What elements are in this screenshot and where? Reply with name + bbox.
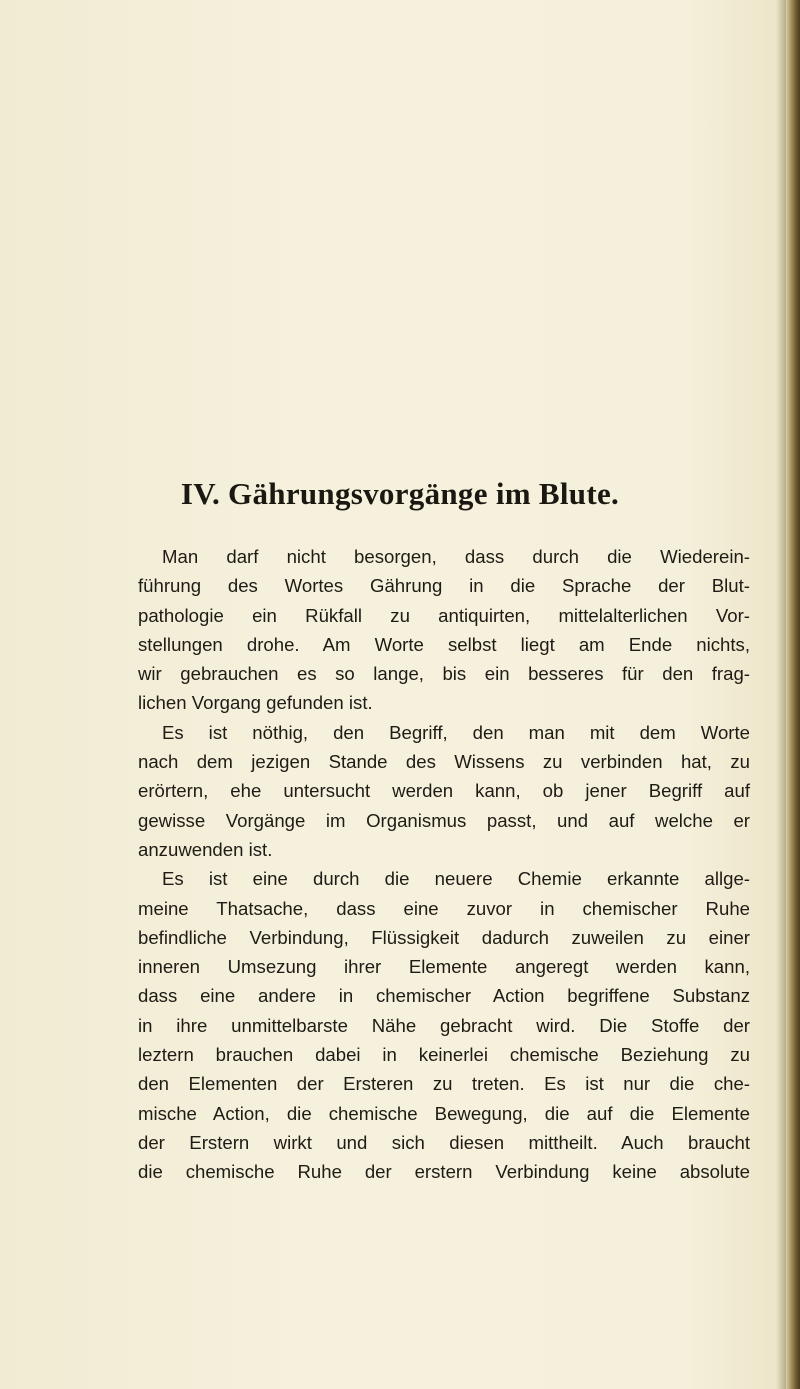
text-line: in ihre unmittelbarste Nähe gebracht wird. Die Stoffe der <box>138 1014 750 1036</box>
text-line: den Elementen der Ersteren zu treten. Es ist nur die che- <box>138 1073 750 1095</box>
text-line: befindliche Verbindung, Flüssigkeit dadurch zuweilen zu einer <box>138 926 750 948</box>
text-line: der Erstern wirkt und sich diesen mittheilt. Auch braucht <box>138 1131 750 1153</box>
text-line: nach dem jezigen Stande des Wissens zu verbinden hat, zu <box>138 751 750 773</box>
body-text <box>138 542 750 1187</box>
text-line: Es ist nöthig, den Begriff, den man mit dem Worte <box>162 721 750 743</box>
text-line: lichen Vorgang gefunden ist. <box>138 692 373 714</box>
text-line: erörtern, ehe untersucht werden kann, ob jener Begriff auf <box>138 780 750 802</box>
text-line: leztern brauchen dabei in keinerlei chemische Beziehung zu <box>138 1044 750 1066</box>
chapter-heading: IV. Gährungsvorgänge im Blute. <box>180 476 620 511</box>
page-edge <box>786 0 800 1389</box>
text-line: die chemische Ruhe der erstern Verbindung keine absolute <box>138 1161 750 1183</box>
text-line: anzuwenden ist. <box>138 838 273 860</box>
text-line: dass eine andere in chemischer Action begriffene Substanz <box>138 985 750 1007</box>
text-line: Es ist eine durch die neuere Chemie erkannte allge- <box>162 868 750 890</box>
text-line: gewisse Vorgänge im Organismus passt, und auf welche er <box>138 809 750 831</box>
text-line: Man darf nicht besorgen, dass durch die Wiederein- <box>162 546 750 567</box>
text-line: mische Action, die chemische Bewegung, die auf die Elemente <box>138 1102 750 1124</box>
text-line: stellungen drohe. Am Worte selbst liegt am Ende nichts, <box>138 633 750 655</box>
text-line: inneren Umsezung ihrer Elemente angeregt werden kann, <box>138 956 750 978</box>
text-line: führung des Wortes Gährung in die Sprache der Blut- <box>138 575 750 597</box>
text-line: wir gebrauchen es so lange, bis ein besseres für den frag- <box>138 663 750 685</box>
text-line: meine Thatsache, dass eine zuvor in chemischer Ruhe <box>138 897 750 919</box>
text-line: pathologie ein Rükfall zu antiquirten, mittelalterlichen Vor- <box>138 604 750 626</box>
